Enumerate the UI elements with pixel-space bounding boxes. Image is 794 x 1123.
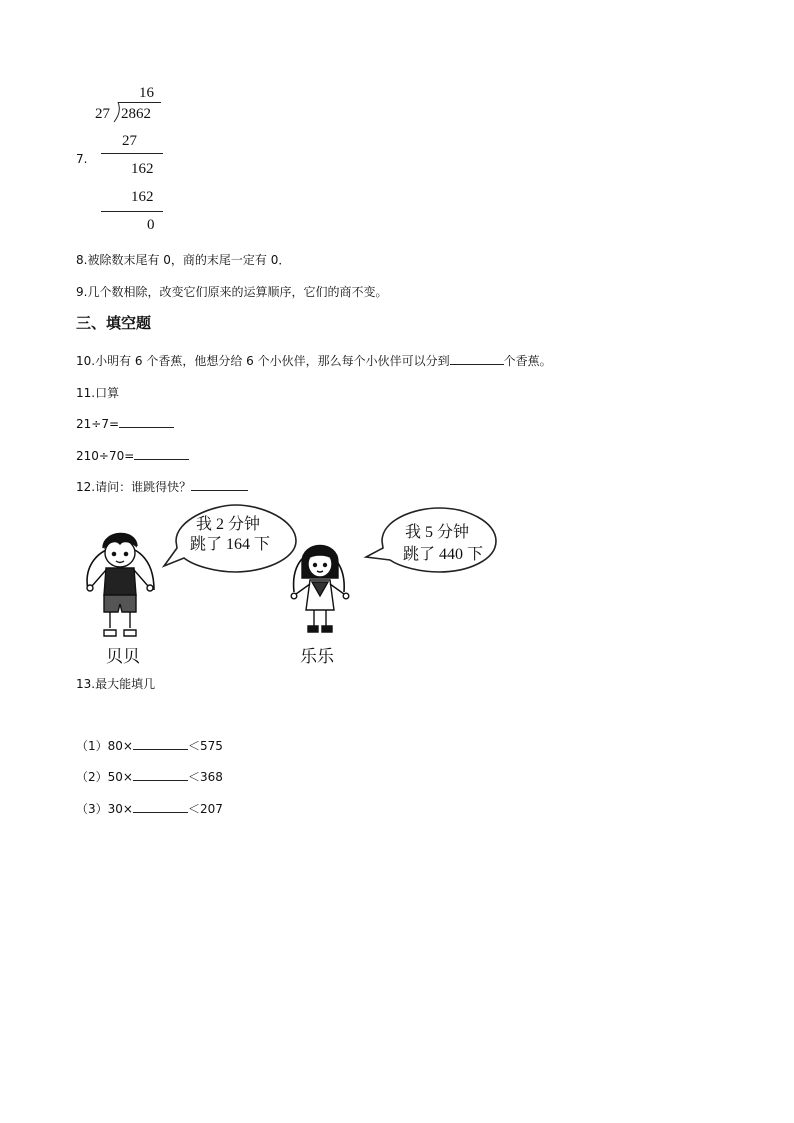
boy-bubble-line-1: 我 2 分钟 bbox=[196, 516, 261, 533]
step-remainder-1: 162 bbox=[131, 161, 154, 177]
question-13-title: 13.最大能填几 bbox=[76, 677, 156, 691]
division-bracket bbox=[111, 101, 121, 123]
question-12-text: 12.请问：谁跳得快？ bbox=[76, 480, 192, 494]
answer-blank[interactable] bbox=[133, 768, 188, 781]
girl-bubble-line-2: 跳了 440 下 bbox=[403, 546, 484, 563]
expression-prefix: （2）50× bbox=[76, 770, 133, 784]
boy-bubble-line-2: 跳了 164 下 bbox=[190, 536, 271, 553]
step-line-1 bbox=[101, 153, 163, 154]
question-10-text: 10.小明有 6 个香蕉，他想分给 6 个小伙伴，那么每个小伙伴可以分到 bbox=[76, 354, 450, 368]
girl-name: 乐乐 bbox=[300, 647, 334, 666]
boy-name: 贝贝 bbox=[106, 647, 140, 666]
divisor: 27 bbox=[95, 106, 110, 122]
answer-blank[interactable] bbox=[133, 737, 188, 750]
question-8: 8.被除数末尾有 0，商的末尾一定有 0． bbox=[76, 253, 291, 267]
section-heading: 三、填空题 bbox=[76, 314, 152, 332]
expression-prefix: （3）30× bbox=[76, 802, 133, 816]
answer-blank[interactable] bbox=[133, 800, 188, 813]
answer-blank[interactable] bbox=[134, 447, 189, 460]
question-12-title bbox=[76, 478, 248, 495]
boy-figure bbox=[87, 533, 154, 636]
answer-blank[interactable] bbox=[450, 352, 504, 365]
expression-suffix: ＜575 bbox=[187, 739, 223, 753]
division-bar bbox=[118, 102, 161, 103]
expression: 21÷7= bbox=[76, 417, 120, 431]
quotient: 16 bbox=[139, 85, 154, 101]
question-10 bbox=[76, 352, 552, 369]
question-13-item-3 bbox=[76, 800, 223, 817]
question-10-suffix: 个香蕉。 bbox=[503, 354, 552, 368]
question-13-item-1 bbox=[76, 737, 223, 754]
answer-blank[interactable] bbox=[191, 478, 248, 491]
question-11-item-1 bbox=[76, 415, 174, 431]
question-11-item-2 bbox=[76, 447, 189, 463]
dividend: 2862 bbox=[121, 106, 151, 122]
expression-prefix: （1）80× bbox=[76, 739, 133, 753]
expression-suffix: ＜368 bbox=[187, 770, 223, 784]
question-number: 7. bbox=[76, 152, 88, 166]
answer-blank[interactable] bbox=[119, 415, 174, 428]
expression: 210÷70= bbox=[76, 449, 135, 463]
step-subtract-1: 27 bbox=[122, 133, 137, 149]
step-line-2 bbox=[101, 211, 163, 212]
girl-figure bbox=[291, 546, 349, 633]
question-11-title: 11.口算 bbox=[76, 386, 120, 400]
final-remainder: 0 bbox=[147, 217, 155, 233]
expression-suffix: ＜207 bbox=[187, 802, 223, 816]
question-9: 9.几个数相除，改变它们原来的运算顺序，它们的商不变。 bbox=[76, 285, 388, 299]
step-subtract-2: 162 bbox=[131, 189, 154, 205]
girl-bubble-line-1: 我 5 分钟 bbox=[405, 524, 470, 541]
question-13-item-2 bbox=[76, 768, 223, 785]
